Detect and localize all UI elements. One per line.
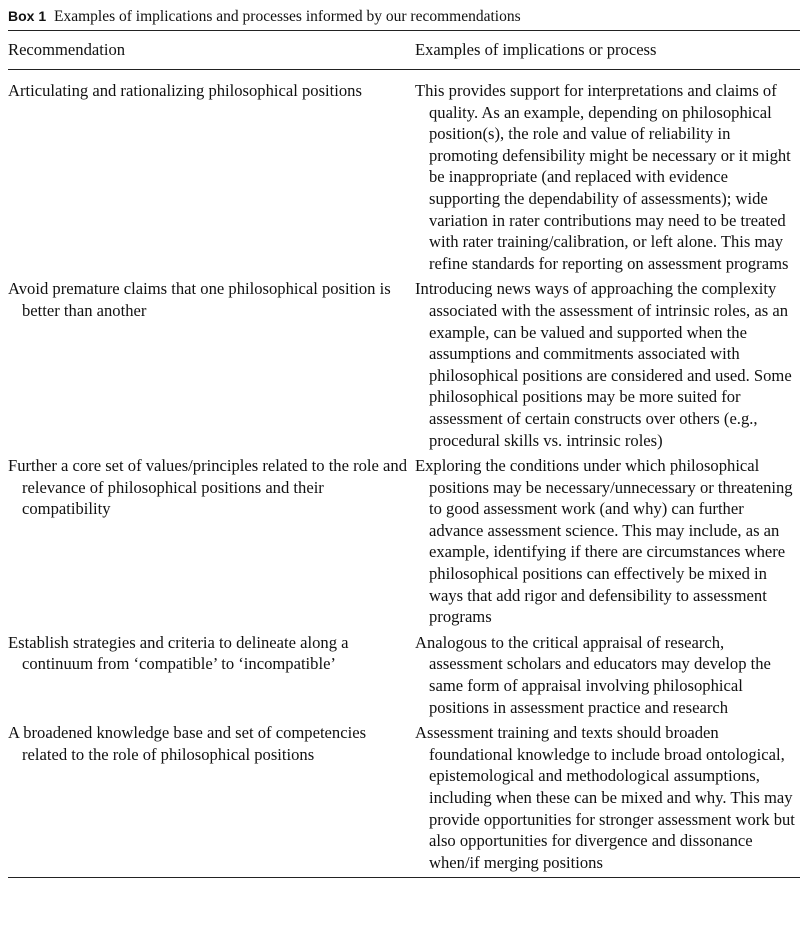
recommendation-cell: Further a core set of values/principles related to the role and relevance of philosophical positions and their compatibility [8,456,408,519]
examples-cell: Exploring the conditions under which philosophical positions may be necessary/unnecessary or threatening to good assessment work (and why) can further advance assessment science. This may include, as an example, identifying if there are circumstances where philosophical positions can effectively be mixed in ways that add rigor and defensibility to assessment programs [415,456,793,627]
bottom-rule [8,877,800,878]
recommendation-cell: Avoid premature claims that one philosophical position is better than another [8,279,391,320]
box-caption [8,6,800,30]
examples-cell: Analogous to the critical appraisal of research, assessment scholars and educators may develop the same form of appraisal involving philosophical positions in assessment practice and research [415,632,771,717]
header-examples: Examples of implications or process [415,40,657,59]
examples-cell: This provides support for interpretations and claims of quality. As an example, depending on philosophical position(s), the role and value of reliability in promoting defensibility might be necessary or it might be inappropriate (and replaced with evidence supporting the dependability of assessments); wide variation in rater contributions may need to be treated with rater training/calibration, or left alone. This may refine standards for reporting on assessment programs [415,81,791,273]
recommendation-cell: A broadened knowledge base and set of competencies related to the role of philosophical positions [8,723,367,764]
table-row [8,278,800,451]
examples-cell: Assessment training and texts should broaden foundational knowledge to include broad ontological, epistemological and methodological assumptions, including when these can be mixed and why. This may provide opportunities for stronger assessment work but also opportunities for divergence and dissonance when/if merging positions [415,723,795,872]
box-container [8,6,800,878]
recommendation-cell: Establish strategies and criteria to delineate along a continuum from ‘compatible’ to ‘incompatible’ [8,632,349,674]
table-row [8,455,800,628]
table-row [8,632,800,718]
header-recommendation: Recommendation [8,40,126,59]
box-label: Box 1 [8,8,47,24]
recommendation-cell: Articulating and rationalizing philosophical positions [8,81,362,100]
table-row [8,722,800,873]
box-title: Examples of implications and processes informed by our recommendations [54,8,521,25]
table-row [8,80,800,274]
examples-cell: Introducing news ways of approaching the complexity associated with the assessment of intrinsic roles, as an example, can be valued and supported when the assumptions and commitments associated with philosophical positions are considered and used. Some philosophical positions may be more suited for assessment of certain constructs over others (e.g., procedural skills vs. intrinsic roles) [415,279,792,450]
table-header [8,31,800,69]
table-body [8,70,800,873]
